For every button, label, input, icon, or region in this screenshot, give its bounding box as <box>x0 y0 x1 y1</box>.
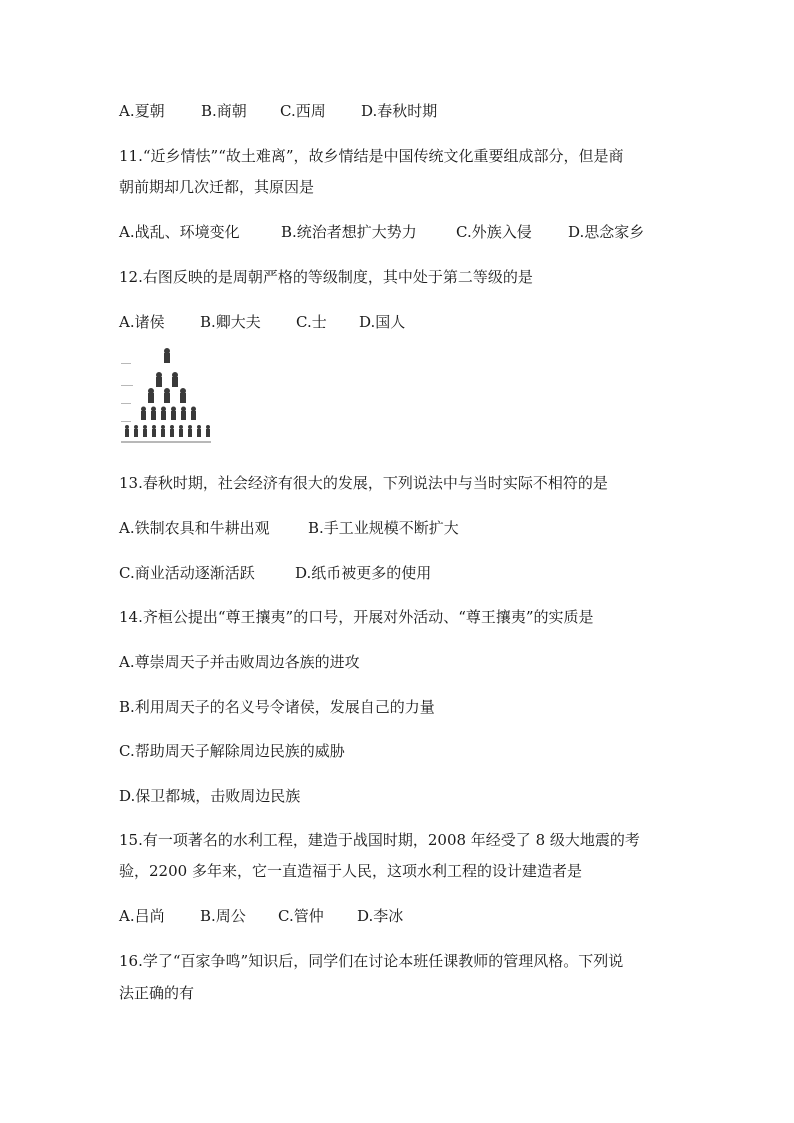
q11-options <box>119 222 679 242</box>
q10-options <box>119 101 679 121</box>
figure-king <box>164 353 170 363</box>
figure-tier2-1-head <box>156 372 162 378</box>
q11-option-a: A.战乱、环境变化 <box>119 223 240 241</box>
q13-option-c: C.商业活动逐渐活跃 <box>119 564 255 582</box>
q15-options <box>119 906 679 926</box>
q16-stem-line1: 16.学了“百家争鸣”知识后，同学们在讨论本班任课教师的管理风格。下列说 <box>119 952 624 970</box>
q13-option-d: D.纸币被更多的使用 <box>295 564 432 582</box>
q13-option-a: A.铁制农具和牛耕出观 <box>119 519 270 537</box>
q12-option-d: D.国人 <box>359 313 406 331</box>
q15-option-a: A.吕尚 <box>119 907 165 925</box>
q16-stem-line2: 法正确的有 <box>119 984 195 1002</box>
figure-tier3-1 <box>148 393 154 403</box>
q15-stem-line2: 验，2200 多年来，它一直造福于人民，这项水利工程的设计建造者是 <box>119 862 582 880</box>
q11-option-b: B.统治者想扩大势力 <box>281 223 417 241</box>
q11-option-c: C.外族入侵 <box>456 223 532 241</box>
q12-option-b: B.卿大夫 <box>200 313 261 331</box>
q12-options <box>119 312 679 332</box>
figure-tier3-2 <box>164 393 170 403</box>
q12-option-a: A.诸侯 <box>119 313 165 331</box>
q12-stem: 12.右图反映的是周朝严格的等级制度，其中处于第二等级的是 <box>119 268 533 286</box>
q11-stem-line1: 11.“近乡情怯”“故土难离”，故乡情结是中国传统文化重要组成部分，但是商 <box>119 147 624 165</box>
figure-tier3-3 <box>180 393 186 403</box>
q11-option-d: D.思念家乡 <box>568 223 645 241</box>
pyramid-figure-icon <box>119 343 214 447</box>
q15-option-d: D.李冰 <box>357 907 404 925</box>
q10-option-a: A.夏朝 <box>119 102 165 120</box>
q10-option-c: C.西周 <box>280 102 326 120</box>
q13-options-row2 <box>119 563 679 583</box>
figure-tier2-2-head <box>172 372 178 378</box>
q10-option-d: D.春秋时期 <box>361 102 438 120</box>
q10-option-b: B.商朝 <box>201 102 247 120</box>
figure-tier2-2 <box>172 377 178 387</box>
q15-stem-line1: 15.有一项著名的水利工程，建造于战国时期，2008 年经受了 8 级大地震的考 <box>119 831 640 849</box>
q12-option-c: C.士 <box>296 313 327 331</box>
q11-stem-line2: 朝前期却几次迁都，其原因是 <box>119 178 315 196</box>
q14-option-d: D.保卫都城，击败周边民族 <box>119 787 301 805</box>
q14-option-c: C.帮助周天子解除周边民族的威胁 <box>119 742 345 760</box>
q14-option-b: B.利用周天子的名义号令诸侯，发展自己的力量 <box>119 698 435 716</box>
figure-tier2-1 <box>156 377 162 387</box>
q15-option-c: C.管仲 <box>278 907 324 925</box>
q15-option-b: B.周公 <box>200 907 246 925</box>
q13-option-b: B.手工业规模不断扩大 <box>308 519 459 537</box>
figure-king-head <box>164 348 170 354</box>
q13-stem: 13.春秋时期，社会经济有很大的发展，下列说法中与当时实际不相符的是 <box>119 474 608 492</box>
q14-option-a: A.尊崇周天子并击败周边各族的进攻 <box>119 653 360 671</box>
q13-options-row1 <box>119 518 679 538</box>
q14-stem: 14.齐桓公提出“尊王攘夷”的口号，开展对外活动、“尊王攘夷”的实质是 <box>119 608 594 626</box>
